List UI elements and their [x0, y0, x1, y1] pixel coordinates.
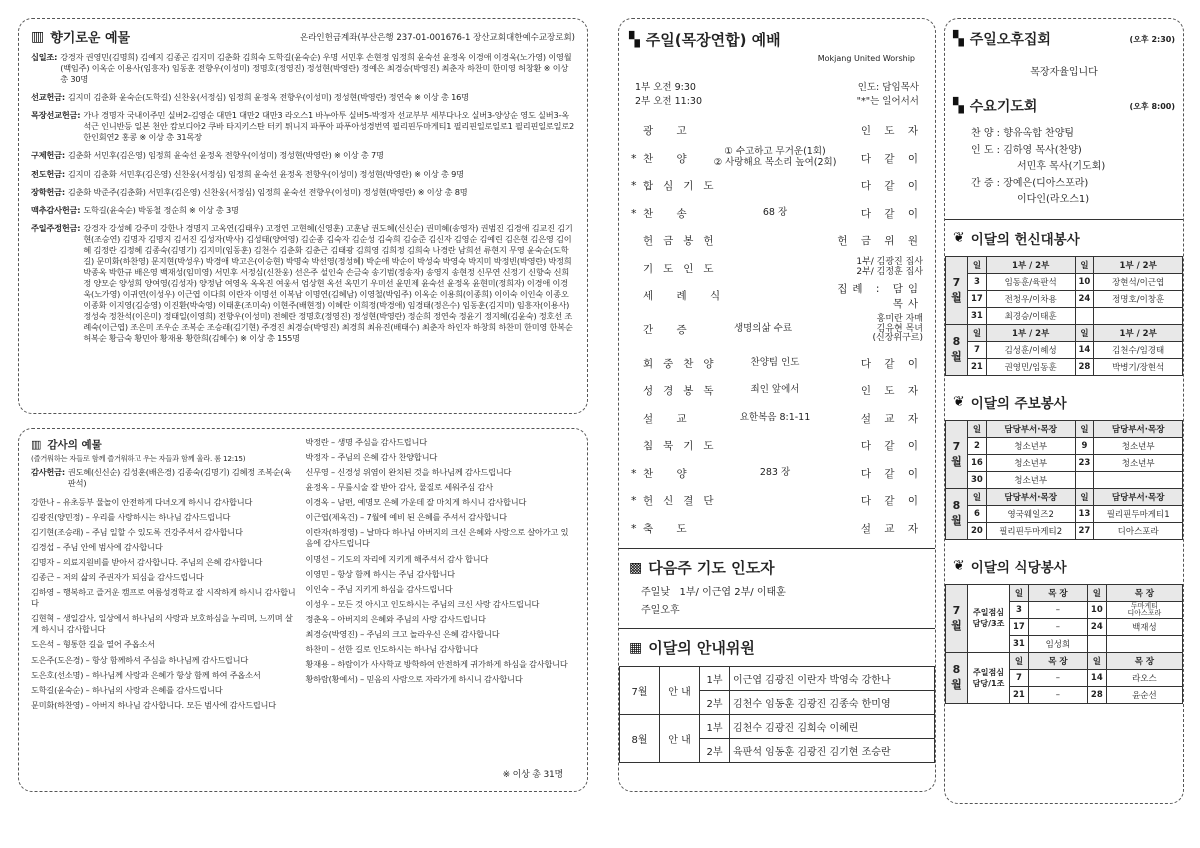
- offering-group-label: 구제헌금:: [31, 150, 65, 161]
- service-item-name: 찬 양: [643, 467, 697, 480]
- day-cell: 14: [1075, 341, 1094, 358]
- month-cell: [946, 488, 968, 539]
- thanks-entry: 이란자(하정영) – 날마다 하나님 아버지의 크신 은혜와 사랑으로 살아가고 있음에 감사드립니다: [305, 527, 569, 549]
- value-cell: 김천수/임경태: [1094, 341, 1183, 358]
- service-item-detail: 찬양팀 인도: [750, 356, 800, 368]
- offering-group-label: 맥추감사헌금:: [31, 204, 81, 215]
- service-item-leader: 다 같 이: [860, 495, 923, 508]
- thanks-entry: 신무영 – 신경성 위염이 완치된 것을 하나님께 감사드립니다: [305, 467, 512, 478]
- thanks-entry: 도학길(윤숙순) – 하나님의 사랑과 은혜를 감사드립니다: [31, 684, 223, 695]
- offering-group-label: 선교헌금:: [31, 92, 65, 103]
- offering-group: [31, 92, 575, 103]
- service-item-name: 기도인도: [643, 262, 724, 275]
- dedication-title: ❦ 이달의 헌신대봉사: [953, 229, 1080, 248]
- service-item-detail: 283 장: [759, 466, 791, 478]
- thanks-entry: 문미화(하찬영) – 아버지 하나님 감사합니다. 모든 범사에 감사드립니다: [31, 699, 276, 710]
- month-number: 7: [952, 603, 961, 617]
- bulletin-table: [945, 420, 1183, 540]
- header-day: 일: [1075, 420, 1094, 437]
- header-value: 담당부서·목장: [986, 420, 1075, 437]
- offering-group-label: 십일조:: [31, 52, 58, 62]
- dining-label-1: 주일점심: [973, 667, 1004, 677]
- offering-group: [31, 52, 575, 85]
- stand-marker: *: [631, 521, 637, 535]
- day-cell: 20: [968, 522, 987, 539]
- wednesday-time: (오후 8:00): [1129, 101, 1175, 111]
- wednesday-line: 인 도 : 김하영 목사(찬양): [971, 144, 1082, 156]
- service-item-leader: 헌 금 위 원: [837, 235, 923, 248]
- service-item-leader: 다 같 이: [860, 440, 923, 453]
- service-item: [631, 350, 923, 378]
- service-item-detail: 68 장: [762, 206, 788, 218]
- offering-group-label: 장학헌금:: [31, 186, 65, 197]
- wednesday-line: 서민후 목사(기도회): [1017, 161, 1106, 172]
- offering-group-names: 김지미 김춘화 서민후(김은영) 신찬웅(서정심) 임정희 윤숙선 윤정옥 전향우(이성미) 정성현(박영란) ※ 이상 총 9명: [67, 168, 464, 179]
- service-item: [631, 515, 923, 543]
- value-cell: 윤순선: [1106, 686, 1182, 703]
- month-cell: [946, 652, 968, 703]
- dedication-table: [945, 256, 1183, 376]
- service-item-name: 헌금봉헌: [643, 235, 724, 248]
- header-value: 담당부서·목장: [986, 488, 1075, 505]
- service-item-leader: 다 같 이: [860, 207, 923, 220]
- month-number: 7: [952, 439, 961, 453]
- thanks-entry: 하찬미 – 선한 길로 인도하시는 하나님 감사합니다: [305, 643, 478, 654]
- header-day: 일: [1075, 488, 1094, 505]
- header-value: 1부 / 2부: [1094, 324, 1183, 341]
- header-value: 담당부서·목장: [1094, 488, 1183, 505]
- day-cell: 17: [1010, 618, 1029, 635]
- day-cell: 13: [1075, 505, 1094, 522]
- value-cell: 최경승/이태훈: [986, 307, 1075, 324]
- day-cell: 3: [1010, 601, 1029, 618]
- thanks-names: 권도혜(신신순) 김성훈(배은경) 김종숙(김명기) 김혜정 조복순(육판석): [67, 466, 292, 488]
- thanks-entry: 황하람(황예서) – 믿음의 사람으로 자라가게 하시니 감사합니다: [305, 674, 523, 684]
- thanks-entry: 이근엽(제옥건) – 7월에 예비 된 은혜를 주셔서 감사합니다: [305, 512, 507, 523]
- usher-role: 안 내: [660, 667, 700, 715]
- service-item-name: 찬 송: [643, 207, 697, 220]
- offering-group-label: 주일주정헌금:: [31, 222, 81, 233]
- thanks-entry: 최경승(박영진) – 주님의 크고 놀라우신 은혜 감사합니다: [305, 628, 500, 639]
- dining-label-2: 담당/1조: [972, 678, 1005, 688]
- service-item: [631, 172, 923, 200]
- dining-table: [945, 584, 1183, 704]
- header-value: 1부 / 2부: [1094, 256, 1183, 273]
- value-cell: –: [1028, 669, 1087, 686]
- stand-marker: *: [631, 151, 637, 165]
- offering-group-names: 강경자 강성혜 강주미 강한나 경명지 고옥연(김태우) 고정연 고현혜(신영훈) 고훈남 권도혜(신신순) 권미혜(송영자) 권범진 김경애 김교진 김기현(조승연) 김명자 김명지 김서진 김성자(박사) 김성태(양여영) 김순종 김숙자 김순성 김숙희 김승준 김신자 김영순 김예린 김은현 김은영 김이혜 김정란 김정혜 김종숙(김명기) 김지미(임동훈) 김천수 김춘화 김춘근 김태광 김희영 김희정 김희숙 나경란 남희선 류현지 무영 윤숙순(도학길) 문미화(하찬영) 문지현(박성우) 박경애 박고은(이승현) 박명숙 박선영(정성혜) 박순애 박순이 박성숙 박영숙 박지미 박정빈(박영란) 박정희 박종옥 박한규 배은영 백재성(임미영) 서민후 서정심(신찬웅) 선은주 설인숙 손금숙 송기범(정송자) 송영지 송현정 신무연 신정기 신향숙 신희정 양모순 양성희 양여영(김성자) 양정남 여영옥 옥옥진 여웅서 엄상현 옥선 옥민기 우미선 윤민제 윤숙선 윤정옥 윤현미(정희자) 이경애 이경욱(노가영) 이귀연(이성우) 이근엽 이다희 이란자 이명선 이복남 이명연(김혜남) 이영철(박임주) 이옥순 이용희(이종희) 이이숙 이인숙 이종오 이종화 이지영(김승영) 이진환(박숙영) 이태훈(조미숙) 이현주(배현정) 이혜란 이희정(박경애) 임경태(정은수) 임동훈(김지미) 임흥자(이용사) 정성숙 정찬석(이은미) 정태일(이영희) 전향우(이성미) 전혜란 정명호(정영진) 정성현(박영란) 정순희 정연숙 정윤기 정지혜(김윤숙) 정호선 조례숙(이근엽) 조은미 조우순 조복순 조승래(김기현) 주경진 최경승(박영진) 최경희 최유진(배태수) 최춘자 하인자 하창희 하찬미 한미영 한복순 허복순 황금숙 황민아 황재용 황한희(김혜수) ※ 이상 총 155명: [83, 222, 573, 344]
- header-day: 일: [968, 420, 987, 437]
- header-day: 일: [1010, 584, 1029, 601]
- ushers-table: [619, 666, 935, 763]
- right-panel: [944, 18, 1184, 804]
- online-account: 온라인헌금계좌(부산은행 237-01-001676-1 장산교회대한예수교장로회): [300, 32, 575, 43]
- thanks-entry: 도은호(선소명) – 하나님께 사랑과 은혜가 항상 함께 하여 주옵소서: [31, 669, 261, 680]
- service-item: [631, 282, 923, 310]
- service-item-name: 침묵기도: [643, 440, 724, 453]
- service-item-leader: 인 도 자: [860, 385, 923, 398]
- leaf-icon: ❦: [953, 229, 965, 246]
- day-cell: 21: [968, 358, 987, 375]
- thanks-entry: 도은석 – 형통한 길을 열어 주옵소서: [31, 639, 155, 650]
- thanks-entry: 김경섭 – 주님 안에 범사에 감사합니다: [31, 542, 163, 553]
- offering-group-names: 김춘화 서민후(김은영) 임정희 윤숙선 윤정옥 전향우(이성미) 정성현(박영란) ※ 이상 총 7명: [67, 150, 384, 161]
- thanks-entry: 이영민 – 항상 함께 하시는 주님 감사합니다: [305, 568, 455, 579]
- worship-subtitle: Mokjang United Worship: [817, 54, 915, 63]
- thanks-entry: 이성우 – 모든 것 아시고 인도하시는 주님의 크신 사랑 감사드립니다: [305, 598, 540, 609]
- thanks-entry: 이명선 – 기도의 자리에 지키게 해주셔서 감사 합니다: [305, 553, 489, 564]
- day-cell: 3: [968, 273, 987, 290]
- service-item: [631, 145, 923, 173]
- service-item: [631, 255, 923, 283]
- thanks-entry: 김명자 – 의료지원비를 받아서 감사합니다. 주님의 은혜 감사합니다: [31, 557, 263, 568]
- value-cell: 백재성: [1106, 618, 1182, 635]
- usher-names: 김천수 김광진 김희숙 이혜린: [730, 715, 935, 739]
- service-item-leader: 홍미란 자매 김유현 목녀 (신장위구르): [872, 313, 923, 344]
- service-time-1: 1부 오전 9:30: [635, 82, 696, 93]
- dining-label: [968, 584, 1010, 652]
- service-item-detail: 요한복음 8:1-11: [739, 411, 811, 423]
- day-cell: 9: [1075, 437, 1094, 454]
- usher-part: 1부: [700, 715, 730, 739]
- month-cell: [946, 420, 968, 488]
- thanks-entry: 김종근 – 저의 삶의 주권자가 되심을 감사드립니다: [31, 572, 204, 583]
- value-cell: 청소년부: [986, 437, 1075, 454]
- value-cell: 정명호/이창훈: [1094, 290, 1183, 307]
- value-cell: 필리핀두마게티2: [986, 522, 1075, 539]
- next-prayer-title: ▩ 다음주 기도 인도자: [629, 559, 775, 577]
- book-icon: ▥: [31, 438, 42, 451]
- offering-group-names: 김춘화 박준주(김춘화) 서민후(김은영) 신찬웅(서정심) 임정희 윤숙선 전향우(이성미) 정성현(박영란) ※ 이상 총 8명: [67, 186, 468, 197]
- service-time-2: 2부 오전 11:30: [635, 96, 702, 107]
- thanks-entry: 박정란 – 생명 주심을 감사드립니다: [305, 437, 427, 447]
- day-cell: 28: [1075, 358, 1094, 375]
- day-cell: 10: [1075, 273, 1094, 290]
- stand-marker: *: [631, 494, 637, 508]
- thanks-entry: 정춘옥 – 아버지의 은혜와 주님의 사랑 감사드립니다: [305, 613, 486, 624]
- wednesday-line: 이다인(라오스1): [1017, 194, 1090, 205]
- thanks-entry: 이인숙 – 주님 지키게 하심을 감사드립니다: [305, 583, 453, 594]
- service-item-name: 간 증: [643, 324, 697, 336]
- thanks-total: ※ 이상 총 31명: [502, 769, 563, 780]
- offering-groups: [31, 52, 575, 344]
- offering-group: [31, 187, 575, 198]
- service-item: [631, 487, 923, 515]
- value-cell: 청소년부: [1094, 437, 1183, 454]
- offering-group: [31, 110, 575, 143]
- header-day: 일: [968, 324, 987, 341]
- value-cell: 전청우/이차용: [986, 290, 1075, 307]
- ushers-title: ▦ 이달의 안내위원: [629, 639, 755, 657]
- offering-group: [31, 205, 575, 216]
- wednesday-line: 찬 양 : 향유옥합 찬양팀: [971, 128, 1075, 139]
- offering-title: ▥ 향기로운 예물: [31, 28, 131, 46]
- value-cell: 권영민/임동훈: [986, 358, 1075, 375]
- wednesday-line: 간 증 : 장예은(디아스포라): [971, 177, 1089, 189]
- month-number: 7: [952, 275, 961, 289]
- value-cell: 김성훈/이혜성: [986, 341, 1075, 358]
- offering-group: [31, 223, 575, 345]
- schedule-grid: [945, 584, 1183, 704]
- thanks-label: 감사헌금:: [31, 466, 65, 477]
- value-cell: 임성희: [1028, 635, 1087, 652]
- header-day: 일: [968, 256, 987, 273]
- leader-line: 인도: 담임목사: [857, 82, 919, 93]
- month-number: 8: [952, 663, 961, 676]
- service-item: [631, 227, 923, 255]
- verse: (즐거워하는 자들로 함께 즐거워하고 우는 자들과 함께 울라. 롬 12:15): [31, 454, 246, 463]
- service-item-name: 축 도: [643, 522, 697, 535]
- service-item-leader: 다 같 이: [860, 180, 923, 193]
- service-item-name: 헌신결단: [643, 495, 724, 508]
- value-cell: –: [1028, 618, 1087, 635]
- book-icon: ▚: [629, 31, 640, 48]
- offering-group: [31, 169, 575, 180]
- day-cell: [1087, 635, 1106, 652]
- day-cell: 27: [1075, 522, 1094, 539]
- day-cell: 21: [1010, 686, 1029, 703]
- usher-part: 1부: [700, 667, 730, 691]
- service-item-name: 합심기도: [643, 180, 724, 193]
- value-cell: 임동훈/육판석: [986, 273, 1075, 290]
- month-cell: [946, 256, 968, 324]
- thanks-entry: 김광진(양민정) – 우리를 사랑하시는 하나님 감사드립니다: [31, 511, 231, 522]
- stand-marker: *: [631, 206, 637, 220]
- value-cell: 박병기/장현석: [1094, 358, 1183, 375]
- thanks-entry: 박정자 – 주님의 은혜 감사 찬양합니다: [305, 452, 438, 463]
- thanks-column-2: [306, 437, 576, 685]
- header-value: 목 장: [1106, 652, 1182, 669]
- service-item: [631, 117, 923, 145]
- book-icon: ▦: [629, 639, 643, 656]
- offering-group-names: 도학길(윤숙순) 박동철 정순희 ※ 이상 총 3명: [83, 204, 239, 215]
- header-value: 담당부서·목장: [1094, 420, 1183, 437]
- day-cell: 30: [968, 471, 987, 488]
- next-prayer-label-1: 주일낮: [641, 587, 670, 598]
- value-cell: 청소년부: [986, 471, 1075, 488]
- value-cell: 청소년부: [1094, 454, 1183, 471]
- day-cell: 17: [968, 290, 987, 307]
- header-day: 일: [1087, 584, 1106, 601]
- value-cell: [1094, 471, 1183, 488]
- service-item-leader: 인 도 자: [860, 125, 923, 138]
- value-cell: 필리핀두마게티1: [1094, 505, 1183, 522]
- ushers-grid: [619, 666, 935, 763]
- dining-label: [968, 652, 1010, 703]
- book-icon: ▥: [31, 28, 45, 45]
- header-value: 목 장: [1106, 584, 1182, 601]
- value-cell: –: [1028, 686, 1087, 703]
- offering-panel: [18, 18, 588, 414]
- month-suffix: 월: [951, 678, 962, 691]
- value-cell: [1094, 307, 1183, 324]
- book-icon: ▚: [953, 98, 964, 114]
- service-item: [631, 432, 923, 460]
- afternoon-text: 목장자율입니다: [1030, 67, 1098, 78]
- day-cell: 24: [1075, 290, 1094, 307]
- header-day: 일: [1075, 324, 1094, 341]
- service-item-leader: 다 같 이: [860, 357, 923, 370]
- worship-panel: [618, 18, 936, 792]
- value-cell: –: [1028, 601, 1087, 618]
- day-cell: [1075, 471, 1094, 488]
- usher-names: 이근엽 김광진 이란자 박영숙 강한나: [730, 667, 935, 691]
- value-cell: [1106, 635, 1182, 652]
- day-cell: 14: [1087, 669, 1106, 686]
- header-day: 일: [1087, 652, 1106, 669]
- thanks-entry: 김현혁 – 생일감사, 일상에서 하나님의 사랑과 보호하심을 누리며, 느끼며 살게 하시니 감사합니다: [31, 613, 293, 635]
- wednesday-lines: [971, 126, 1175, 209]
- thanks-column-1: [31, 497, 296, 711]
- service-item-detail: ① 수고하고 무거운(1회) ② 사랑해요 목소리 높여(2회): [713, 146, 837, 169]
- order-of-service: [629, 117, 925, 542]
- day-cell: [1075, 307, 1094, 324]
- stand-marker: *: [631, 466, 637, 480]
- usher-part: 2부: [700, 739, 730, 763]
- offering-group-names: 가나 경명자 국내이주민 실버2-김영순 대만1 대만2 대만3 라오스1 바누아투 실버5-박정자 선교부부 세부다나오 실버3-양상순 영도 실버3-옥석근 인니반등 일본 천안 캄보디아2 쿠바 타지키스탄 터키 튀니지 파푸아 파푸아성경번역 필리핀두마게티1 필리핀일로일로1 필리핀일로일로2 한인회연2 홍콩 ※ 이상 총 31목장: [83, 110, 575, 143]
- value-cell: 영국웨일즈2: [986, 505, 1075, 522]
- day-cell: 31: [1010, 635, 1029, 652]
- book-icon: ▚: [953, 31, 964, 47]
- day-cell: 28: [1087, 686, 1106, 703]
- thanks-entry: 윤정옥 – 무릎시술 잘 받아 감사, 물질로 세워주심 감사: [305, 482, 493, 493]
- value-cell: 라오스: [1106, 669, 1182, 686]
- day-cell: 2: [968, 437, 987, 454]
- service-item-leader: 설 교 자: [860, 412, 923, 425]
- service-item-name: 설 교: [643, 412, 697, 425]
- header-day: 일: [1075, 256, 1094, 273]
- header-day: 일: [968, 488, 987, 505]
- day-cell: 7: [968, 341, 987, 358]
- service-item: [631, 405, 923, 433]
- usher-role: 안 내: [660, 715, 700, 763]
- schedule-grid: [945, 256, 1183, 376]
- offering-group-names: 강경자 권영민(김명희) 김예지 김종곤 김지미 김춘화 김희숙 도학길(윤숙순) 우명 서민후 손현정 임정희 윤숙선 윤정옥 이경애 이경욱(노가영) 이영월(백임주) 이옥순 이용사(임흥자) 임동훈 전향우(이성미) 정명호(정영진) 정성현(박영란) 정예은 최경승(박영진) 최춘자 하찬미 한미영 허창환 ※ 이상 총 30명: [60, 52, 572, 85]
- header-value: 1부 / 2부: [986, 256, 1075, 273]
- month-suffix: 월: [951, 350, 962, 363]
- offering-group-label: 전도헌금:: [31, 168, 65, 179]
- header-value: 목 장: [1028, 652, 1087, 669]
- thanks-entry: 김하영 – 행복하고 즐거운 캠프로 여름성경학교 잘 시작하게 하시니 감사합니다: [31, 587, 296, 609]
- dining-label-1: 주일점심: [973, 608, 1004, 617]
- day-cell: 7: [1010, 669, 1029, 686]
- service-item: [631, 310, 923, 350]
- stand-note: "*"는 일어서서: [856, 96, 919, 107]
- service-item: [631, 200, 923, 228]
- month-cell: [946, 584, 968, 652]
- wednesday-title: ▚ 수요기도회: [953, 98, 1038, 115]
- dining-label-2: 담당/3조: [972, 619, 1005, 628]
- service-item-name: 성경봉독: [643, 385, 724, 398]
- usher-part: 2부: [700, 691, 730, 715]
- offering-group: [31, 150, 575, 161]
- usher-month: 8월: [620, 715, 660, 763]
- stand-marker: *: [631, 179, 637, 193]
- header-value: 목 장: [1028, 584, 1087, 601]
- thanks-entry: 도은주(도은경) – 항상 함께하셔 주심을 하나님께 감사드립니다: [31, 654, 249, 665]
- leaf-icon: ❦: [953, 557, 965, 574]
- book-icon: ▩: [629, 559, 643, 576]
- service-item-name: 광 고: [643, 125, 697, 138]
- next-prayer-text-1: 1부/ 이근엽 2부/ 이태훈: [679, 587, 786, 598]
- day-cell: 16: [968, 454, 987, 471]
- month-suffix: 월: [951, 290, 962, 304]
- month-cell: [946, 324, 968, 375]
- offering-group-names: 김지미 김춘화 윤숙순(도학길) 신찬웅(서정심) 임정희 윤정옥 전향우(이성미) 정성현(박영란) 정연숙 ※ 이상 총 16명: [67, 92, 469, 103]
- dining-title: ❦ 이달의 식당봉사: [953, 557, 1067, 576]
- month-suffix: 월: [951, 618, 962, 632]
- service-item-leader: 1부/ 김광진 집사 2부/ 김정훈 집사: [856, 257, 923, 278]
- month-number: 8: [952, 335, 961, 348]
- service-item-name: 회중찬양: [643, 357, 724, 370]
- service-item-name: 찬 양: [643, 152, 697, 165]
- day-cell: 24: [1087, 618, 1106, 635]
- day-cell: 23: [1075, 454, 1094, 471]
- day-cell: 31: [968, 307, 987, 324]
- service-item-detail: 죄인 앞에서: [750, 384, 800, 396]
- month-number: 8: [952, 499, 961, 512]
- day-cell: 6: [968, 505, 987, 522]
- value-cell: 두마게티 디아스포라: [1106, 601, 1182, 618]
- thanks-panel: [18, 428, 588, 792]
- service-item-leader: 집례 : 담임목사: [837, 282, 923, 310]
- thanks-entry: 김기현(조승래) – 주님 일할 수 있도록 건강주셔서 감사합니다: [31, 526, 243, 537]
- schedule-grid: [945, 420, 1183, 540]
- afternoon-time: (오후 2:30): [1129, 34, 1175, 44]
- service-item: [631, 460, 923, 488]
- thanks-entry: 강한나 – 유초등부 물놀이 안전하게 다녀오게 하시니 감사합니다: [31, 496, 253, 507]
- value-cell: 청소년부: [986, 454, 1075, 471]
- thanks-title: ▥ 감사의 예물: [31, 438, 102, 451]
- service-item-leader: 다 같 이: [860, 467, 923, 480]
- month-suffix: 월: [951, 454, 962, 468]
- next-prayer-label-2: 주일오후: [641, 605, 680, 616]
- afternoon-title: ▚ 주일오후집회: [953, 31, 1051, 48]
- header-day: 일: [1010, 652, 1029, 669]
- worship-title: ▚ 주일(목장연합) 예배: [629, 31, 781, 49]
- service-item-leader: 다 같 이: [860, 152, 923, 165]
- usher-names: 육판석 임동훈 김광진 김기현 조승란: [730, 739, 935, 763]
- service-item: [631, 377, 923, 405]
- thanks-entry: 황재용 – 하람이가 사사학교 방학하여 안전하게 귀가하게 하심을 감사합니다: [305, 658, 568, 669]
- service-item-name: 세 례 식: [643, 290, 731, 303]
- value-cell: 디아스포라: [1094, 522, 1183, 539]
- header-value: 1부 / 2부: [986, 324, 1075, 341]
- leaf-icon: ❦: [953, 393, 965, 410]
- service-item-detail: 생명의삶 수료: [733, 323, 793, 335]
- thanks-entry: 이경옥 – 남편, 예명모 은혜 가운데 잘 마치게 하시니 감사합니다: [305, 497, 527, 508]
- usher-names: 김천수 임동훈 김광진 김종숙 한미영: [730, 691, 935, 715]
- month-suffix: 월: [951, 514, 962, 527]
- service-item-leader: 설 교 자: [860, 522, 923, 535]
- day-cell: 10: [1087, 601, 1106, 618]
- bulletin-title: ❦ 이달의 주보봉사: [953, 393, 1067, 412]
- value-cell: 장현석/이근엽: [1094, 273, 1183, 290]
- offering-group-label: 목장선교헌금:: [31, 110, 81, 121]
- usher-month: 7월: [620, 667, 660, 715]
